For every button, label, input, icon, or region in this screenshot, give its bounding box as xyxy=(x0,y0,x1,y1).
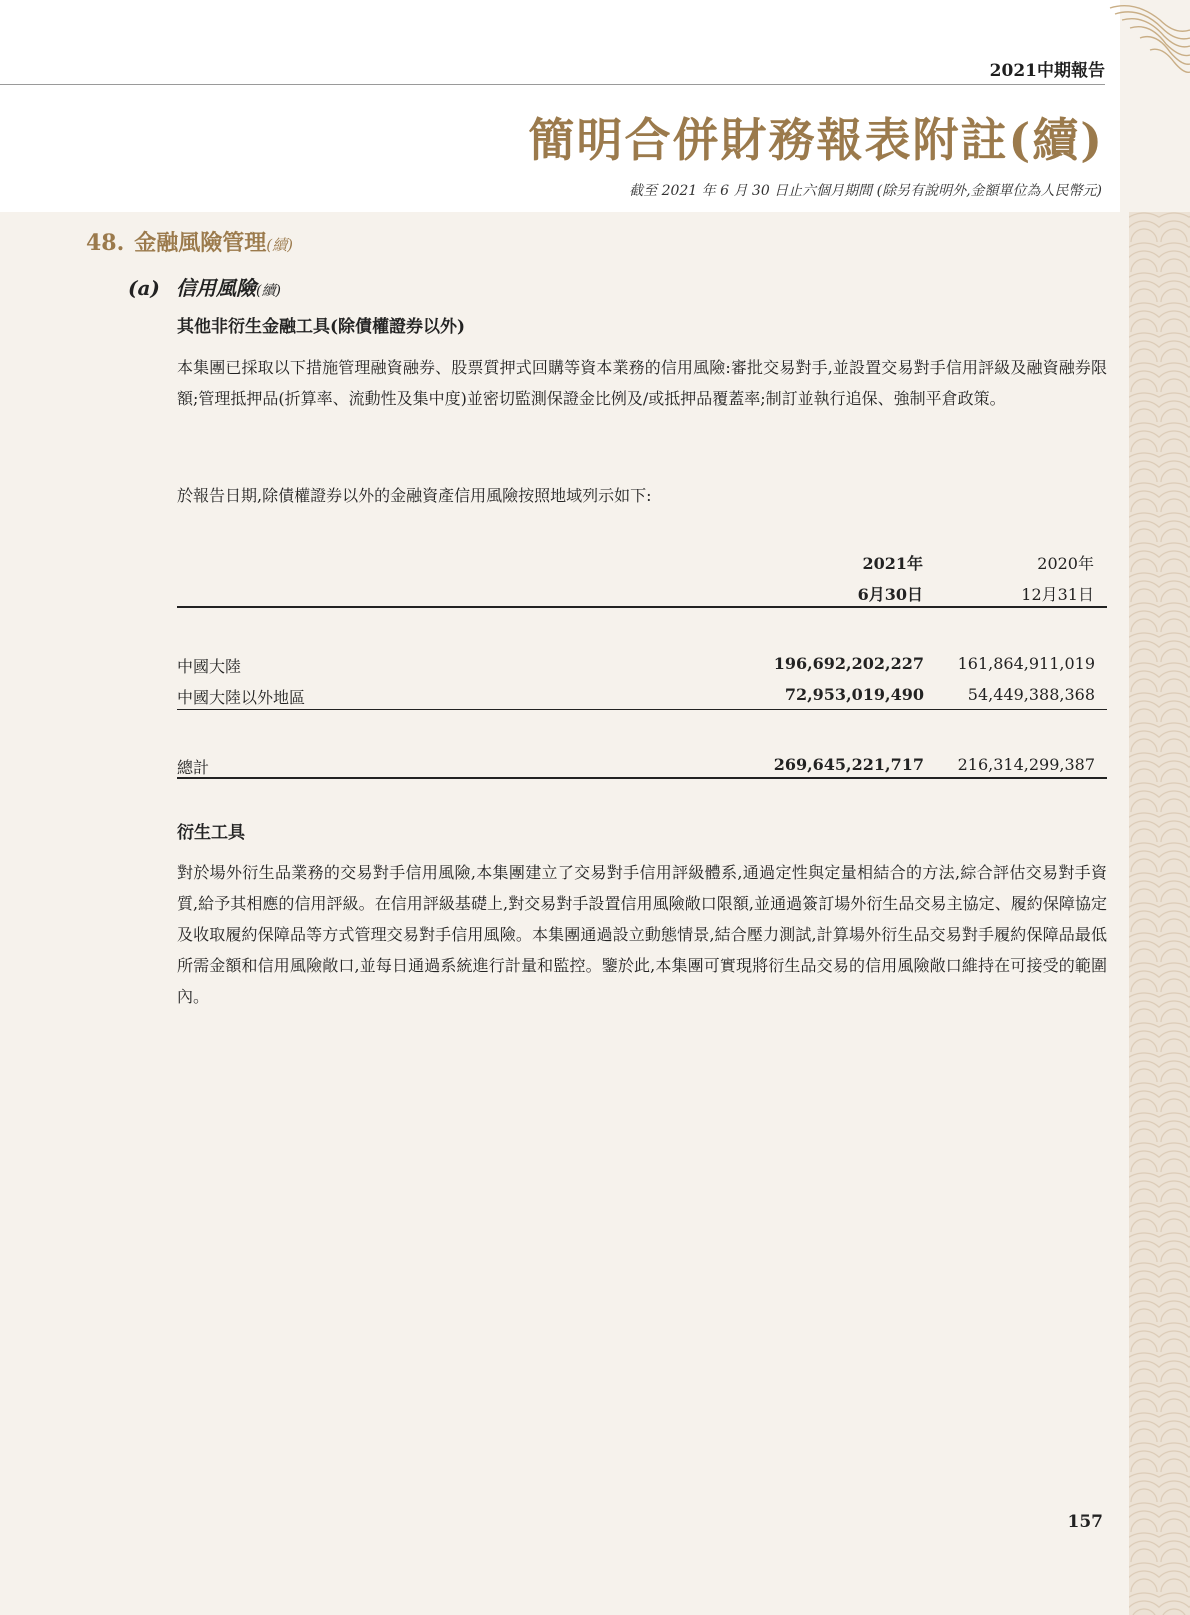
table-total-2021: 269,645,221,717 xyxy=(773,755,924,774)
table-cell-2021: 72,953,019,490 xyxy=(784,685,924,704)
wave-ornament-icon xyxy=(1090,0,1190,80)
table-header-rule xyxy=(177,606,1107,608)
section-continued: (續) xyxy=(266,236,294,254)
table-row-label: 中國大陸以外地區 xyxy=(177,688,306,707)
col-2020-date: 12月31日 xyxy=(1021,585,1094,604)
table-row-label: 中國大陸 xyxy=(177,657,242,676)
subsection-letter: (a) xyxy=(128,276,160,300)
page-title: 簡明合併財務報表附註(續) xyxy=(528,113,1104,167)
derivative-heading: 衍生工具 xyxy=(177,823,245,843)
section-title: 金融風險管理 xyxy=(134,230,267,256)
table-subtotal-rule xyxy=(177,709,1107,710)
subsection-heading xyxy=(128,272,281,301)
table-cell-2020: 54,449,388,368 xyxy=(967,685,1095,704)
section-heading xyxy=(86,226,293,257)
non-derivative-paragraph: 本集團已採取以下措施管理融資融券、股票質押式回購等資本業務的信用風險:審批交易對手,並設置交易對手信用評級及融資融券限額;管理抵押品(折算率、流動性及集中度)並密切監測保證金比例及/或抵押品覆蓋率;制訂並執行追保、強制平倉政策。 xyxy=(177,358,1107,408)
header-divider xyxy=(0,84,1105,85)
page-number: 157 xyxy=(1067,1512,1103,1532)
page-subtitle: 截至 2021 年 6 月 30 日止六個月期間 (除另有說明外,金額單位為人民幣元) xyxy=(629,183,1102,199)
derivative-paragraph: 對於場外衍生品業務的交易對手信用風險,本集團建立了交易對手信用評級體系,通過定性與定量相結合的方法,綜合評估交易對手資質,給予其相應的信用評級。在信用評級基礎上,對交易對手設置信用風險敞口限額,並通過簽訂場外衍生品交易主協定、履約保障協定及收取履約保障品等方式管理交易對手信用風險。本集團通過設立動態情景,結合壓力測試,計算場外衍生品交易對手履約保障品最低所需金額和信用風險敞口,並每日通過系統進行計量和監控。鑒於此,本集團可實現將衍生品交易的信用風險敞口維持在可接受的範圍內。 xyxy=(177,863,1107,1006)
report-tag: 2021中期報告 xyxy=(989,61,1105,81)
table-cell-2021: 196,692,202,227 xyxy=(773,654,924,673)
table-total-rule xyxy=(177,777,1107,779)
table-total-label: 總計 xyxy=(177,758,210,777)
col-2021-year: 2021年 xyxy=(862,554,923,573)
table-total-2020: 216,314,299,387 xyxy=(957,755,1095,774)
col-2020-year: 2020年 xyxy=(1037,554,1094,573)
section-number: 48. xyxy=(86,230,125,256)
subsection-title: 信用風險 xyxy=(176,276,256,300)
non-derivative-heading: 其他非衍生金融工具(除債權證券以外) xyxy=(177,317,466,337)
table-cell-2020: 161,864,911,019 xyxy=(957,654,1095,673)
subsection-continued: (續) xyxy=(256,283,281,299)
table-intro: 於報告日期,除債權證券以外的金融資產信用風險按照地域列示如下: xyxy=(177,486,652,505)
col-2021-date: 6月30日 xyxy=(857,585,923,604)
decorative-side-pattern xyxy=(1129,212,1190,1615)
